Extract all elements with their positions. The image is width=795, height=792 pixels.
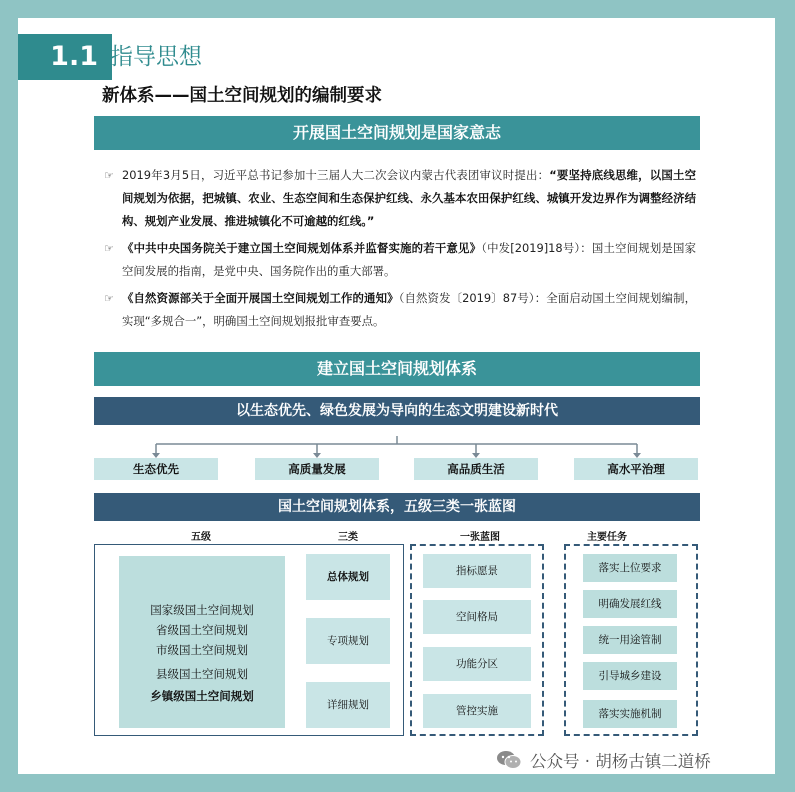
wechat-icon [496,750,522,770]
system-banner: 国土空间规划体系，五级三类一张蓝图 [94,493,700,521]
level-provincial: 省级国土空间规划 [156,623,248,637]
column-label-five-levels: 五级 [191,532,211,543]
subtitle: 新体系——国土空间规划的编制要求 [102,86,382,106]
five-levels-panel [119,556,285,728]
watermark [496,746,711,774]
pointing-hand-icon: ☞ [104,242,114,255]
type-detailed-plan: 详细规划 [306,682,390,728]
column-label-tasks: 主要任务 [587,532,627,543]
bullet-item [104,287,696,333]
task-item: 明确发展红线 [583,590,677,618]
section-heading-national-will: 开展国土空间规划是国家意志 [94,116,700,150]
level-municipal: 市级国土空间规划 [156,643,248,657]
goal-quality-life: 高品质生活 [414,458,538,480]
pointing-hand-icon: ☞ [104,169,114,182]
era-banner: 以生态优先、绿色发展为导向的生态文明建设新时代 [94,397,700,425]
column-label-three-types: 三类 [338,532,358,543]
level-county: 县级国土空间规划 [156,667,248,681]
level-township: 乡镇级国土空间规划 [150,689,254,703]
page [18,18,775,774]
bullet-document-title: 《中共中央国务院关于建立国土空间规划体系并监督实施的若干意见》 [122,241,482,255]
goal-quality-development: 高质量发展 [255,458,379,480]
blueprint-item: 指标愿景 [423,554,531,588]
bullet-text: （中发[2019]18号）：国土空间规划是国家空间发展的指南，是党中央、国务院作出的重大部署。 [122,241,696,278]
watermark-text: 公众号 · 胡杨古镇二道桥 [530,752,711,771]
level-national: 国家级国土空间规划 [150,603,254,617]
task-item: 统一用途管制 [583,626,677,654]
bullet-quote: “要坚持底线思维，以国土空间规划为依据，把城镇、农业、生态空间和生态保护红线、永久基本农田保护红线、城镇开发边界作为调整经济结构、规划产业发展、推进城镇化不可逾越的红线。” [122,168,696,228]
type-overall-plan: 总体规划 [306,554,390,600]
section-heading-planning-system: 建立国土空间规划体系 [94,352,700,386]
task-item: 落实实施机制 [583,700,677,728]
bullet-item [104,237,696,283]
page-title: 指导思想 [110,44,202,70]
bullet-list [104,164,696,337]
bullet-item [104,164,696,233]
task-item: 引导城乡建设 [583,662,677,690]
bullet-document-title: 《自然资源部关于全面开展国土空间规划工作的通知》 [122,291,399,305]
bullet-text: 2019年3月5日，习近平总书记参加十三届人大二次会议内蒙古代表团审议时提出： [122,168,550,182]
type-special-plan: 专项规划 [306,618,390,664]
section-number-badge: 1.1 [18,34,112,80]
task-item: 落实上位要求 [583,554,677,582]
pointing-hand-icon: ☞ [104,292,114,305]
blueprint-item: 功能分区 [423,647,531,681]
bullet-text: （自然资发〔2019〕87号）：全面启动国土空间规划编制，实现“多规合一”，明确国土空间规划报批审查要点。 [122,291,696,328]
blueprint-item: 空间格局 [423,600,531,634]
goal-governance: 高水平治理 [574,458,698,480]
blueprint-item: 管控实施 [423,694,531,728]
column-label-blueprint: 一张蓝图 [460,532,500,543]
goal-ecology-first: 生态优先 [94,458,218,480]
